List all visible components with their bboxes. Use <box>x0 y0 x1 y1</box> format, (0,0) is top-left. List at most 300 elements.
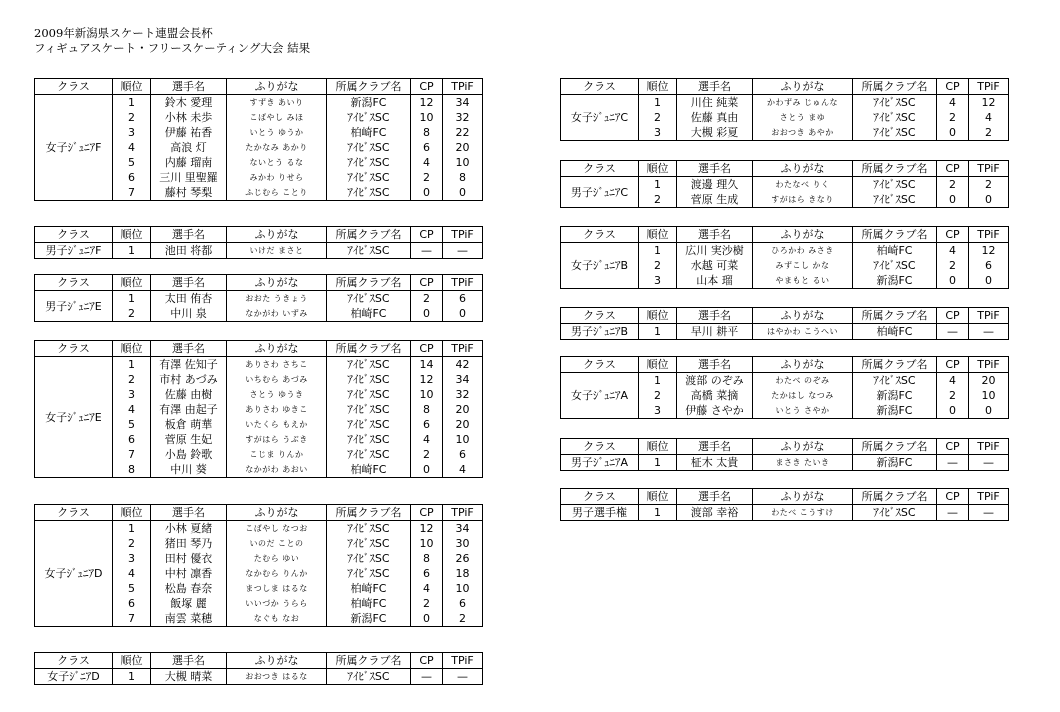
class-cell: 男子選手権 <box>561 505 639 521</box>
club-cell: 新潟FC <box>327 95 411 111</box>
header-row <box>35 275 483 291</box>
rank-cell: 3 <box>113 551 151 566</box>
class-cell: 女子ｼﾞｭﾆｱB <box>561 243 639 289</box>
club-cell: 柏崎FC <box>327 581 411 596</box>
class-cell: 男子ｼﾞｭﾆｱA <box>561 455 639 471</box>
club-cell: ｱｲﾋﾞｽSC <box>853 505 937 521</box>
rank-cell: 1 <box>113 357 151 373</box>
rank-cell: 3 <box>639 273 677 289</box>
header-class: クラス <box>561 79 639 95</box>
club-cell: ｱｲﾋﾞｽSC <box>853 373 937 389</box>
cp-cell: 4 <box>937 243 969 259</box>
header-row <box>35 653 483 669</box>
tpif-cell: 32 <box>443 387 483 402</box>
rank-cell: 1 <box>113 291 151 307</box>
furigana-cell: おおた うきょう <box>227 291 327 307</box>
rank-cell: 2 <box>639 192 677 208</box>
tpif-cell: 30 <box>443 536 483 551</box>
rank-cell: 4 <box>113 402 151 417</box>
club-cell: ｱｲﾋﾞｽSC <box>327 669 411 685</box>
header-rank: 順位 <box>113 505 151 521</box>
rank-cell: 1 <box>639 455 677 471</box>
name-cell: 佐藤 由樹 <box>151 387 227 402</box>
result-table-left-3 <box>34 274 483 322</box>
header-name: 選手名 <box>677 227 753 243</box>
cp-cell: — <box>411 669 443 685</box>
furigana-cell: わたべ こうすけ <box>753 505 853 521</box>
cp-cell: 12 <box>411 95 443 111</box>
rank-cell: 2 <box>639 110 677 125</box>
club-cell: ｱｲﾋﾞｽSC <box>853 258 937 273</box>
rank-cell: 4 <box>113 140 151 155</box>
tpif-cell: 20 <box>443 402 483 417</box>
club-cell: ｱｲﾋﾞｽSC <box>853 110 937 125</box>
header-rank: 順位 <box>113 227 151 243</box>
cp-cell: 2 <box>411 596 443 611</box>
title-line-1: 2009年新潟県スケート連盟会長杯 <box>34 26 213 40</box>
header-name: 選手名 <box>151 505 227 521</box>
tpif-cell: 42 <box>443 357 483 373</box>
class-cell: 女子ｼﾞﾆｱD <box>35 669 113 685</box>
furigana-cell: いちむら あづみ <box>227 372 327 387</box>
header-club: 所属クラブ名 <box>327 79 411 95</box>
header-rank: 順位 <box>639 161 677 177</box>
class-cell: 女子ｼﾞｭﾆｱC <box>561 95 639 141</box>
cp-cell: 0 <box>411 185 443 201</box>
header-club: 所属クラブ名 <box>853 308 937 324</box>
rank-cell: 3 <box>113 387 151 402</box>
tpif-cell: 6 <box>443 596 483 611</box>
header-name: 選手名 <box>677 308 753 324</box>
header-class: クラス <box>561 308 639 324</box>
furigana-cell: なかがわ あおい <box>227 462 327 478</box>
club-cell: ｱｲﾋﾞｽSC <box>853 192 937 208</box>
result-table-right-1 <box>560 78 1009 141</box>
header-club: 所属クラブ名 <box>853 161 937 177</box>
header-tpif: TPiF <box>969 161 1009 177</box>
name-cell: 水越 可菜 <box>677 258 753 273</box>
header-rank: 順位 <box>639 79 677 95</box>
name-cell: 飯塚 麗 <box>151 596 227 611</box>
header-club: 所属クラブ名 <box>853 439 937 455</box>
cp-cell: 4 <box>411 155 443 170</box>
tpif-cell: 0 <box>969 403 1009 419</box>
class-cell: 男子ｼﾞｭﾆｱE <box>35 291 113 322</box>
result-table-left-2 <box>34 226 483 259</box>
furigana-cell: ないとう るな <box>227 155 327 170</box>
name-cell: 小林 夏緒 <box>151 521 227 537</box>
cp-cell: 0 <box>937 192 969 208</box>
club-cell: ｱｲﾋﾞｽSC <box>327 110 411 125</box>
cp-cell: 8 <box>411 125 443 140</box>
name-cell: 板倉 萌華 <box>151 417 227 432</box>
cp-cell: — <box>937 505 969 521</box>
header-furigana: ふりがな <box>753 489 853 505</box>
header-rank: 順位 <box>113 275 151 291</box>
tpif-cell: 6 <box>443 447 483 462</box>
rank-cell: 2 <box>639 388 677 403</box>
tpif-cell: 10 <box>443 581 483 596</box>
tpif-cell: 2 <box>443 611 483 627</box>
club-cell: ｱｲﾋﾞｽSC <box>327 243 411 259</box>
furigana-cell: みかわ りせら <box>227 170 327 185</box>
header-cp: CP <box>937 357 969 373</box>
header-rank: 順位 <box>113 653 151 669</box>
rank-cell: 3 <box>639 403 677 419</box>
tpif-cell: 26 <box>443 551 483 566</box>
club-cell: ｱｲﾋﾞｽSC <box>327 521 411 537</box>
header-class: クラス <box>35 653 113 669</box>
tpif-cell: 12 <box>969 95 1009 111</box>
header-name: 選手名 <box>151 341 227 357</box>
name-cell: 伊藤 さやか <box>677 403 753 419</box>
club-cell: ｱｲﾋﾞｽSC <box>327 185 411 201</box>
furigana-cell: いいづか うらら <box>227 596 327 611</box>
table-row <box>35 669 483 685</box>
rank-cell: 5 <box>113 417 151 432</box>
cp-cell: 8 <box>411 551 443 566</box>
header-furigana: ふりがな <box>753 79 853 95</box>
header-furigana: ふりがな <box>227 79 327 95</box>
header-cp: CP <box>937 79 969 95</box>
header-name: 選手名 <box>151 227 227 243</box>
tpif-cell: 20 <box>969 373 1009 389</box>
header-row <box>35 505 483 521</box>
header-cp: CP <box>411 79 443 95</box>
header-class: クラス <box>561 439 639 455</box>
rank-cell: 1 <box>639 505 677 521</box>
tpif-cell: 10 <box>969 388 1009 403</box>
header-rank: 順位 <box>639 357 677 373</box>
table-row <box>35 243 483 259</box>
rank-cell: 1 <box>113 243 151 259</box>
table-row <box>561 177 1009 193</box>
furigana-cell: わたべ のぞみ <box>753 373 853 389</box>
rank-cell: 3 <box>639 125 677 141</box>
tpif-cell: 4 <box>443 462 483 478</box>
header-rank: 順位 <box>113 341 151 357</box>
name-cell: 渡部 幸裕 <box>677 505 753 521</box>
header-class: クラス <box>561 227 639 243</box>
club-cell: 柏崎FC <box>853 324 937 340</box>
club-cell: ｱｲﾋﾞｽSC <box>327 432 411 447</box>
header-club: 所属クラブ名 <box>327 341 411 357</box>
class-cell: 女子ｼﾞｭﾆｱD <box>35 521 113 627</box>
club-cell: ｱｲﾋﾞｽSC <box>853 95 937 111</box>
club-cell: ｱｲﾋﾞｽSC <box>327 140 411 155</box>
header-class: クラス <box>561 161 639 177</box>
header-rank: 順位 <box>639 439 677 455</box>
rank-cell: 2 <box>113 110 151 125</box>
header-row <box>35 227 483 243</box>
rank-cell: 1 <box>113 521 151 537</box>
name-cell: 高橋 菜摘 <box>677 388 753 403</box>
cp-cell: 4 <box>411 432 443 447</box>
cp-cell: 12 <box>411 372 443 387</box>
rank-cell: 7 <box>113 611 151 627</box>
tpif-cell: 10 <box>443 432 483 447</box>
cp-cell: 6 <box>411 140 443 155</box>
cp-cell: 14 <box>411 357 443 373</box>
header-cp: CP <box>411 275 443 291</box>
header-cp: CP <box>937 161 969 177</box>
furigana-cell: やまもと るい <box>753 273 853 289</box>
tpif-cell: — <box>969 505 1009 521</box>
furigana-cell: すずき あいり <box>227 95 327 111</box>
header-furigana: ふりがな <box>753 161 853 177</box>
header-tpif: TPiF <box>443 275 483 291</box>
name-cell: 渡部 のぞみ <box>677 373 753 389</box>
header-row <box>35 79 483 95</box>
rank-cell: 1 <box>639 177 677 193</box>
furigana-cell: こじま りんか <box>227 447 327 462</box>
header-cp: CP <box>411 653 443 669</box>
cp-cell: — <box>937 324 969 340</box>
tpif-cell: 20 <box>443 417 483 432</box>
rank-cell: 1 <box>639 95 677 111</box>
header-tpif: TPiF <box>969 227 1009 243</box>
result-table-left-1 <box>34 78 483 201</box>
club-cell: ｱｲﾋﾞｽSC <box>327 447 411 462</box>
furigana-cell: すがはら うぶき <box>227 432 327 447</box>
header-row <box>561 439 1009 455</box>
result-table-right-6 <box>560 438 1009 471</box>
name-cell: 大槻 晴菜 <box>151 669 227 685</box>
class-cell: 男子ｼﾞｭﾆｱC <box>561 177 639 208</box>
rank-cell: 6 <box>113 432 151 447</box>
furigana-cell: たむら ゆい <box>227 551 327 566</box>
name-cell: 柾木 太貴 <box>677 455 753 471</box>
furigana-cell: かわずみ じゅんな <box>753 95 853 111</box>
furigana-cell: いけだ まさと <box>227 243 327 259</box>
header-furigana: ふりがな <box>753 227 853 243</box>
header-furigana: ふりがな <box>227 341 327 357</box>
club-cell: ｱｲﾋﾞｽSC <box>327 372 411 387</box>
furigana-cell: ひろかわ みさき <box>753 243 853 259</box>
header-tpif: TPiF <box>443 653 483 669</box>
name-cell: 南雲 菜穂 <box>151 611 227 627</box>
header-name: 選手名 <box>151 653 227 669</box>
club-cell: 新潟FC <box>853 403 937 419</box>
header-cp: CP <box>937 227 969 243</box>
cp-cell: 0 <box>937 403 969 419</box>
cp-cell: 10 <box>411 536 443 551</box>
table-row <box>35 291 483 307</box>
result-table-right-3 <box>560 226 1009 289</box>
furigana-cell: わたなべ りく <box>753 177 853 193</box>
table-row <box>35 95 483 111</box>
rank-cell: 1 <box>639 243 677 259</box>
header-name: 選手名 <box>677 79 753 95</box>
name-cell: 大槻 彩夏 <box>677 125 753 141</box>
rank-cell: 5 <box>113 581 151 596</box>
class-cell: 女子ｼﾞｭﾆｱA <box>561 373 639 419</box>
header-class: クラス <box>35 341 113 357</box>
header-furigana: ふりがな <box>227 227 327 243</box>
cp-cell: — <box>411 243 443 259</box>
header-cp: CP <box>411 341 443 357</box>
tpif-cell: — <box>969 455 1009 471</box>
header-name: 選手名 <box>677 357 753 373</box>
header-name: 選手名 <box>677 489 753 505</box>
club-cell: ｱｲﾋﾞｽSC <box>327 155 411 170</box>
result-table-right-2 <box>560 160 1009 208</box>
club-cell: 柏崎FC <box>327 125 411 140</box>
name-cell: 中川 葵 <box>151 462 227 478</box>
header-tpif: TPiF <box>443 341 483 357</box>
rank-cell: 7 <box>113 447 151 462</box>
tpif-cell: 10 <box>443 155 483 170</box>
header-row <box>561 357 1009 373</box>
rank-cell: 8 <box>113 462 151 478</box>
rank-cell: 6 <box>113 170 151 185</box>
tpif-cell: 20 <box>443 140 483 155</box>
header-club: 所属クラブ名 <box>327 653 411 669</box>
header-class: クラス <box>35 275 113 291</box>
name-cell: 有澤 佐知子 <box>151 357 227 373</box>
name-cell: 高浪 灯 <box>151 140 227 155</box>
club-cell: 新潟FC <box>327 611 411 627</box>
furigana-cell: なかがわ いずみ <box>227 306 327 322</box>
furigana-cell: ありさわ ゆきこ <box>227 402 327 417</box>
header-name: 選手名 <box>151 79 227 95</box>
name-cell: 内藤 瑠南 <box>151 155 227 170</box>
tpif-cell: 6 <box>443 291 483 307</box>
name-cell: 田村 優衣 <box>151 551 227 566</box>
rank-cell: 7 <box>113 185 151 201</box>
header-row <box>561 161 1009 177</box>
name-cell: 伊藤 祐香 <box>151 125 227 140</box>
rank-cell: 3 <box>113 125 151 140</box>
result-table-left-4 <box>34 340 483 478</box>
furigana-cell: いとう さやか <box>753 403 853 419</box>
tpif-cell: 32 <box>443 110 483 125</box>
club-cell: ｱｲﾋﾞｽSC <box>327 417 411 432</box>
cp-cell: 2 <box>411 447 443 462</box>
rank-cell: 2 <box>113 306 151 322</box>
header-club: 所属クラブ名 <box>327 275 411 291</box>
header-furigana: ふりがな <box>227 505 327 521</box>
header-furigana: ふりがな <box>753 308 853 324</box>
tpif-cell: 34 <box>443 95 483 111</box>
table-row <box>561 243 1009 259</box>
cp-cell: 2 <box>937 258 969 273</box>
header-club: 所属クラブ名 <box>853 227 937 243</box>
tpif-cell: — <box>443 243 483 259</box>
header-club: 所属クラブ名 <box>327 505 411 521</box>
header-club: 所属クラブ名 <box>853 79 937 95</box>
furigana-cell: おおつき はるな <box>227 669 327 685</box>
cp-cell: 0 <box>411 611 443 627</box>
name-cell: 小島 鈴歌 <box>151 447 227 462</box>
tpif-cell: 0 <box>969 192 1009 208</box>
header-name: 選手名 <box>677 439 753 455</box>
rank-cell: 1 <box>639 324 677 340</box>
result-table-right-7 <box>560 488 1009 521</box>
cp-cell: 4 <box>937 95 969 111</box>
header-tpif: TPiF <box>969 79 1009 95</box>
rank-cell: 1 <box>639 373 677 389</box>
furigana-cell: まつしま はるな <box>227 581 327 596</box>
class-cell: 男子ｼﾞｭﾆｱB <box>561 324 639 340</box>
name-cell: 松島 春奈 <box>151 581 227 596</box>
furigana-cell: はやかわ こうへい <box>753 324 853 340</box>
rank-cell: 1 <box>113 669 151 685</box>
furigana-cell: いたくら もえか <box>227 417 327 432</box>
cp-cell: — <box>937 455 969 471</box>
rank-cell: 6 <box>113 596 151 611</box>
class-cell: 男子ｼﾞｭﾆｱF <box>35 243 113 259</box>
club-cell: ｱｲﾋﾞｽSC <box>327 536 411 551</box>
header-rank: 順位 <box>639 227 677 243</box>
header-furigana: ふりがな <box>753 439 853 455</box>
furigana-cell: さとう ゆうき <box>227 387 327 402</box>
header-row <box>561 308 1009 324</box>
class-cell: 女子ｼﾞｭﾆｱE <box>35 357 113 478</box>
furigana-cell: さとう まゆ <box>753 110 853 125</box>
header-club: 所属クラブ名 <box>327 227 411 243</box>
header-class: クラス <box>35 227 113 243</box>
tpif-cell: 2 <box>969 177 1009 193</box>
name-cell: 池田 将都 <box>151 243 227 259</box>
club-cell: 柏崎FC <box>327 306 411 322</box>
cp-cell: 10 <box>411 387 443 402</box>
tpif-cell: 34 <box>443 521 483 537</box>
name-cell: 太田 侑杏 <box>151 291 227 307</box>
furigana-cell: いのだ ことの <box>227 536 327 551</box>
club-cell: ｱｲﾋﾞｽSC <box>327 566 411 581</box>
name-cell: 鈴木 愛理 <box>151 95 227 111</box>
club-cell: ｱｲﾋﾞｽSC <box>327 387 411 402</box>
furigana-cell: こばやし みほ <box>227 110 327 125</box>
furigana-cell: みずこし かな <box>753 258 853 273</box>
name-cell: 中川 泉 <box>151 306 227 322</box>
furigana-cell: すがはら きなり <box>753 192 853 208</box>
header-row <box>561 227 1009 243</box>
header-name: 選手名 <box>151 275 227 291</box>
name-cell: 山本 瑠 <box>677 273 753 289</box>
name-cell: 三川 里聖羅 <box>151 170 227 185</box>
header-tpif: TPiF <box>969 489 1009 505</box>
header-cp: CP <box>937 439 969 455</box>
tpif-cell: — <box>443 669 483 685</box>
club-cell: ｱｲﾋﾞｽSC <box>327 357 411 373</box>
header-rank: 順位 <box>113 79 151 95</box>
name-cell: 早川 耕平 <box>677 324 753 340</box>
furigana-cell: ふじむら ことり <box>227 185 327 201</box>
result-table-right-4 <box>560 307 1009 340</box>
tpif-cell: 18 <box>443 566 483 581</box>
header-row <box>561 489 1009 505</box>
rank-cell: 2 <box>639 258 677 273</box>
title-line-2: フィギュアスケート・フリースケーティング大会 結果 <box>34 41 311 55</box>
table-row <box>561 505 1009 521</box>
result-table-left-5 <box>34 504 483 627</box>
club-cell: 柏崎FC <box>327 462 411 478</box>
furigana-cell: おおつき あやか <box>753 125 853 141</box>
name-cell: 市村 あづみ <box>151 372 227 387</box>
name-cell: 有澤 由起子 <box>151 402 227 417</box>
name-cell: 猪田 琴乃 <box>151 536 227 551</box>
furigana-cell: いとう ゆうか <box>227 125 327 140</box>
header-class: クラス <box>35 505 113 521</box>
cp-cell: 8 <box>411 402 443 417</box>
header-furigana: ふりがな <box>753 357 853 373</box>
furigana-cell: なぐも なお <box>227 611 327 627</box>
name-cell: 渡邊 理久 <box>677 177 753 193</box>
result-table-left-6 <box>34 652 483 685</box>
header-tpif: TPiF <box>443 227 483 243</box>
